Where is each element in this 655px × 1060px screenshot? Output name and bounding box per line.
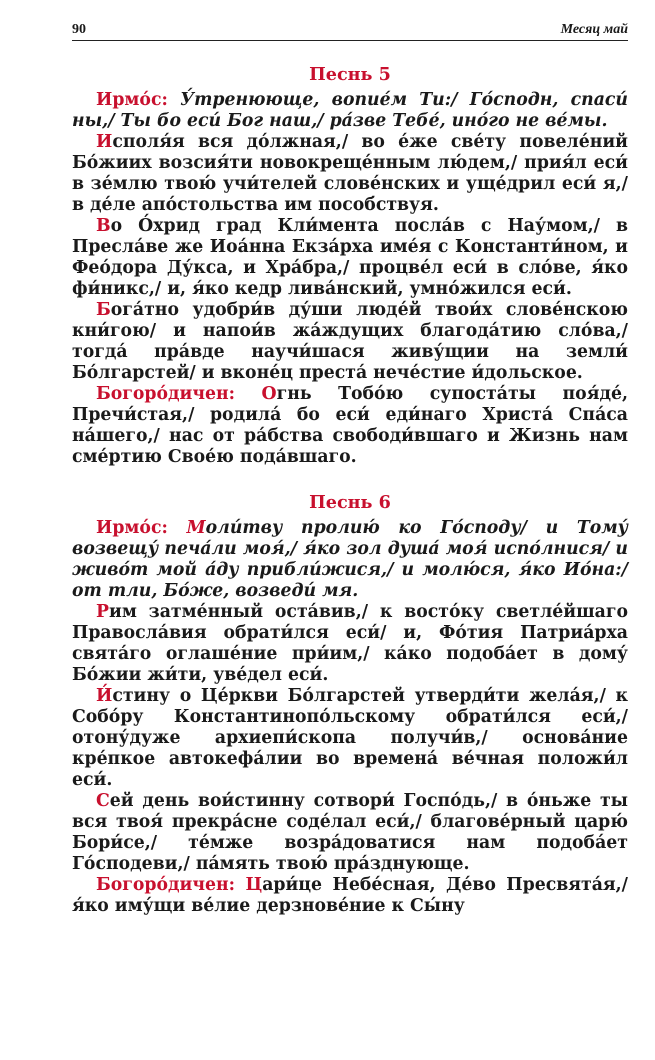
troparion: [72, 132, 628, 216]
drop-initial: М: [186, 518, 206, 538]
drop-initial: Р: [96, 602, 109, 622]
irmos-label: Ирмо́с:: [96, 90, 181, 110]
header-rule: [72, 40, 628, 41]
drop-initial: Ц: [245, 875, 263, 895]
drop-initial: О: [261, 384, 277, 404]
running-title: Месяц май: [560, 22, 628, 37]
troparion-text: ́стину о Це́ркви Бо́лгарстей утверди́ти жела́я,/ к Собо́ру Константинопо́льскому обрати́лся еси́,/ отону́дуже архиепи́скопа получи́в,/ основа́ние кре́пкое автокефа́лии во времена́ ве́чная положи́л еси́.: [72, 686, 628, 790]
page-header: [72, 20, 628, 42]
troparion: [72, 791, 628, 875]
irmos-text: оли́тву пролию́ ко Го́споду/ и Тому́ возвещу́ печа́ли моя́,/ я́ко зол душа́ моя́ испо́лнися/ и живо́т мой а́ду прибли́жися,/ и молю́ся, я́ко Ио́на:/ от тли, Бо́же, возведи́ мя.: [72, 518, 628, 601]
troparion-text: ога́тно удобри́в ду́ши люде́й твои́х слове́нскою кни́гою/ и напои́в жа́ждущих благода́тию сло́ва,/ тогда́ пра́вде научи́шася живу́щии на земли́ Бо́лгарстей/ и вконе́ц преста́ нече́стие и́дольское.: [72, 300, 628, 383]
troparion: [72, 300, 628, 384]
theotokion-text: гнь Тобо́ю супоста́ты поя́де́, Пречи́стая,/ родила́ бо еси́ еди́наго Христа́ Спа́са на́шего,/ нас от ра́бства свободи́вшаго и Жизнь нам сме́ртию Свое́ю пода́вшаго.: [72, 384, 628, 467]
ode-5-heading: Песнь 5: [309, 64, 391, 85]
irmos-text: У́тренююще, вопие́м Ти:/ Го́сподн, спаси́ ны,/ Ты бо еси́ Бог наш,/ ра́зве Тебе́, ино́го не ве́мы.: [72, 90, 628, 131]
ode-6-heading: Песнь 6: [309, 492, 391, 513]
troparion-text: о О́хрид град Кли́мента посла́в с Нау́мом,/ в Пресла́ве же Иоа́нна Екза́рха име́я с Константи́ном, и Фео́дора Ду́кса, и Хра́бра,/ процве́л еси́ в сло́ве, я́ко фи́никс,/ и, я́ко кедр лива́нский, умно́жился еси́.: [72, 216, 628, 299]
drop-initial: И: [96, 132, 113, 152]
troparion-text: им затме́нный оста́вив,/ к восто́ку светле́йшаго Правосла́вия обрати́лся еси́/ и, Фо́тия Патриа́рха свята́го оглаше́ние при́им,/ ка́ко подоба́ет в дому́ Бо́жии жи́ти, уве́дел еси́.: [72, 602, 628, 685]
ode-6-theotokion: [72, 875, 628, 917]
troparion: [72, 216, 628, 300]
theotokion-label: Богоро́дичен:: [96, 875, 246, 895]
irmos-label: Ирмо́с:: [96, 518, 187, 538]
troparion: [72, 686, 628, 791]
ode-6-irmos: [72, 518, 628, 602]
page-number: 90: [72, 22, 86, 37]
theotokion-label: Богоро́дичен:: [96, 384, 262, 404]
page-body: [72, 62, 628, 917]
drop-initial: Б: [96, 300, 111, 320]
drop-initial: С: [96, 791, 110, 811]
troparion-text: ей день вои́стинну сотвори́ Госпо́дь,/ в о́ньже ты вся твоя́ прекра́сне соде́лал еси́,/ благове́рный царю́ Бори́се,/ те́мже возра́доватися нам подоба́ет Го́сподеви,/ па́мять твою́ пра́зднующе.: [72, 791, 628, 874]
drop-initial: И: [96, 686, 113, 706]
theotokion-text: ари́це Небе́сная, Де́во Пресвята́я,/ я́ко иму́щи ве́лие дерзнове́ние к Сы́ну: [72, 875, 628, 916]
drop-initial: В: [96, 216, 111, 236]
ode-5-theotokion: [72, 384, 628, 468]
ode-5-irmos: [72, 90, 628, 132]
troparion: [72, 602, 628, 686]
troparion-text: споля́я вся до́лжная,/ во е́же све́ту повеле́ний Бо́жиих возсия́ти новокреще́нным лю́дем,/ прия́л еси́ в зе́млю твою́ учи́телей слове́нских и уще́дрил еси́ я,/ в де́ле апо́стольства им пособ́ствуя.: [72, 132, 628, 215]
